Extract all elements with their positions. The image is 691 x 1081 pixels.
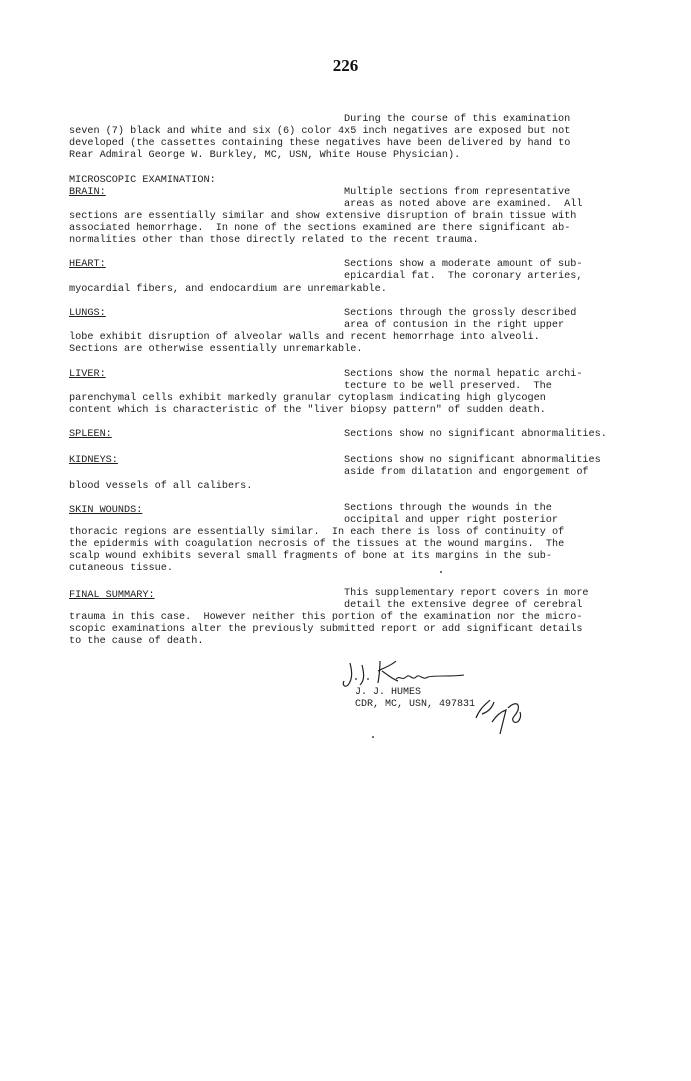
section-heading: KIDNEYS:	[69, 455, 118, 466]
section-line: scopic examinations alter the previously submitted report or add significant details	[69, 624, 583, 635]
section-heading: LIVER:	[69, 369, 106, 380]
signatory-title: CDR, MC, USN, 497831	[355, 699, 476, 710]
intro-line: developed (the cassettes containing these negatives have been delivered by hand to	[69, 138, 571, 149]
section-line: Sections through the wounds in the	[344, 503, 552, 514]
section-heading: LUNGS:	[69, 308, 106, 319]
section-line: aside from dilatation and engorgement of	[344, 467, 589, 478]
section-heading: SPLEEN:	[69, 429, 112, 440]
stray-mark	[440, 571, 442, 573]
section-line: Sections show a moderate amount of sub-	[344, 259, 583, 270]
section-heading: BRAIN:	[69, 187, 106, 198]
section-line: to the cause of death.	[69, 636, 204, 647]
section-line: parenchymal cells exhibit markedly granular cytoplasm indicating high glycogen	[69, 393, 546, 404]
section-heading: FINAL SUMMARY:	[69, 590, 155, 601]
intro-line: Rear Admiral George W. Burkley, MC, USN, White House Physician).	[69, 150, 461, 161]
section-line: lobe exhibit disruption of alveolar walls and recent hemorrhage into alveoli.	[69, 332, 540, 343]
section-line: Multiple sections from representative	[344, 187, 571, 198]
section-line: tecture to be well preserved. The	[344, 381, 552, 392]
section-line: thoracic regions are essentially similar. In each there is loss of continuity of	[69, 527, 565, 538]
section-line: areas as noted above are examined. All	[344, 199, 583, 210]
section-heading: SKIN WOUNDS:	[69, 505, 143, 516]
section-line: Sections through the grossly described	[344, 308, 577, 319]
intro-line: seven (7) black and white and six (6) color 4x5 inch negatives are exposed but not	[69, 126, 571, 137]
section-line: the epidermis with coagulation necrosis of the tissues at the wound margins. The	[69, 539, 565, 550]
section-line: normalities other than those directly related to the recent trauma.	[69, 235, 479, 246]
section-line: detail the extensive degree of cerebral	[344, 600, 583, 611]
section-line: cutaneous tissue.	[69, 563, 173, 574]
signatory-name: J. J. HUMES	[355, 687, 422, 698]
section-line: occipital and upper right posterior	[344, 515, 558, 526]
stray-mark	[372, 736, 374, 738]
section-line: content which is characteristic of the "liver biopsy pattern" of sudden death.	[69, 405, 546, 416]
section-line: Sections show no significant abnormalities	[344, 455, 601, 466]
page-number: 226	[332, 56, 359, 75]
section-line: myocardial fibers, and endocardium are unremarkable.	[69, 284, 387, 295]
section-line: blood vessels of all calibers.	[69, 481, 253, 492]
section-line: This supplementary report covers in more	[344, 588, 589, 599]
section-line: scalp wound exhibits several small fragments of bone at its margins in the sub-	[69, 551, 552, 562]
section-line: associated hemorrhage. In none of the sections examined are there significant ab-	[69, 223, 571, 234]
signature-block	[355, 687, 475, 711]
handwritten-signature	[340, 657, 480, 691]
section-line: trauma in this case. However neither this portion of the examination nor the micro-	[69, 612, 583, 623]
section-line: Sections are otherwise essentially unremarkable.	[69, 344, 363, 355]
handwritten-initials	[470, 688, 530, 736]
section-heading: HEART:	[69, 259, 106, 270]
section-line: epicardial fat. The coronary arteries,	[344, 271, 583, 282]
section-line: Sections show the normal hepatic archi-	[344, 369, 583, 380]
section-line: area of contusion in the right upper	[344, 320, 565, 331]
section-line: sections are essentially similar and show extensive disruption of brain tissue with	[69, 211, 577, 222]
microscopic-heading: MICROSCOPIC EXAMINATION:	[69, 175, 216, 186]
section-line: Sections show no significant abnormalities.	[344, 429, 607, 440]
intro-line: During the course of this examination	[344, 114, 571, 125]
